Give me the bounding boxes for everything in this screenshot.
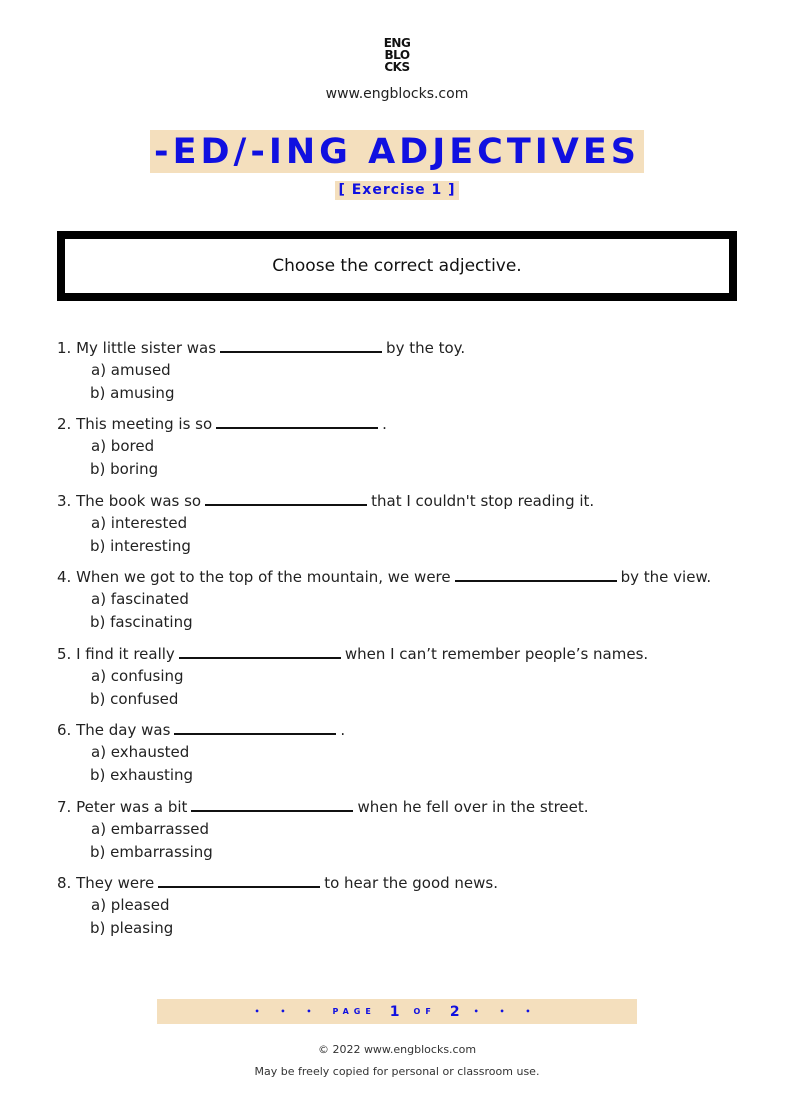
answer-blank[interactable] — [179, 643, 341, 659]
dots-right: • • • — [473, 1007, 540, 1016]
option-b: b) amusing — [90, 384, 175, 402]
question-item — [57, 490, 757, 558]
question-text-after: when he fell over in the street. — [357, 798, 589, 816]
page-word: PAGE — [332, 1007, 376, 1016]
logo-line: ENG — [383, 36, 411, 50]
option-b: b) fascinating — [90, 613, 193, 631]
page-current: 1 — [389, 1003, 400, 1020]
site-url[interactable]: www.engblocks.com — [325, 86, 469, 102]
question-text-after: to hear the good news. — [324, 874, 499, 892]
copyright-text: © 2022 www.engblocks.com — [317, 1043, 477, 1056]
instruction-text: Choose the correct adjective. — [272, 256, 522, 276]
instruction-box — [57, 231, 737, 301]
question-item — [57, 796, 757, 864]
question-item — [57, 566, 757, 634]
option-b: b) pleasing — [90, 919, 174, 937]
option-a: a) exhausted — [91, 743, 190, 761]
option-b: b) confused — [90, 690, 179, 708]
answer-blank[interactable] — [216, 413, 378, 429]
option-a: a) amused — [91, 361, 171, 379]
answer-blank[interactable] — [220, 337, 382, 353]
question-text: 2. This meeting is so — [57, 415, 213, 433]
option-b: b) exhausting — [90, 766, 194, 784]
answer-blank[interactable] — [191, 796, 353, 812]
license-text: May be freely copied for personal or classroom use. — [254, 1065, 540, 1078]
question-item — [57, 719, 757, 787]
page-total: 2 — [449, 1003, 460, 1020]
question-item — [57, 643, 757, 711]
option-a: a) embarrassed — [91, 820, 210, 838]
question-text-after: that I couldn't stop reading it. — [371, 492, 595, 510]
option-a: a) pleased — [91, 896, 170, 914]
option-a: a) interested — [91, 514, 188, 532]
dots-left: • • • — [254, 1007, 321, 1016]
option-a: a) confusing — [91, 667, 184, 685]
question-text: 7. Peter was a bit — [57, 798, 188, 816]
option-a: a) bored — [91, 437, 155, 455]
logo-line: CKS — [384, 60, 410, 74]
answer-blank[interactable] — [158, 872, 320, 888]
option-a: a) fascinated — [91, 590, 189, 608]
question-text-after: by the toy. — [386, 339, 466, 357]
question-item — [57, 413, 757, 481]
logo-line: BLO — [384, 48, 410, 62]
question-text-after: . — [382, 415, 387, 433]
option-b: b) boring — [90, 460, 159, 478]
option-b: b) interesting — [90, 537, 191, 555]
question-text: 1. My little sister was — [57, 339, 217, 357]
option-b: b) embarrassing — [90, 843, 213, 861]
answer-blank[interactable] — [455, 566, 617, 582]
question-text: 8. They were — [57, 874, 155, 892]
answer-blank[interactable] — [205, 490, 367, 506]
engblocks-logo — [380, 37, 414, 73]
question-text: 5. I find it really — [57, 645, 175, 663]
answer-blank[interactable] — [174, 719, 336, 735]
page-indicator — [157, 999, 637, 1024]
question-text-after: when I can’t remember people’s names. — [344, 645, 649, 663]
question-item — [57, 337, 757, 405]
question-item — [57, 872, 757, 940]
question-text: 4. When we got to the top of the mountain, we were — [57, 568, 451, 586]
worksheet-subtitle: [ Exercise 1 ] — [335, 181, 458, 200]
question-text: 6. The day was — [57, 721, 171, 739]
question-text: 3. The book was so — [57, 492, 202, 510]
question-text-after: by the view. — [620, 568, 712, 586]
worksheet-title: -ED/-ING ADJECTIVES — [150, 130, 644, 173]
question-text-after: . — [340, 721, 346, 739]
of-word: OF — [413, 1007, 436, 1016]
